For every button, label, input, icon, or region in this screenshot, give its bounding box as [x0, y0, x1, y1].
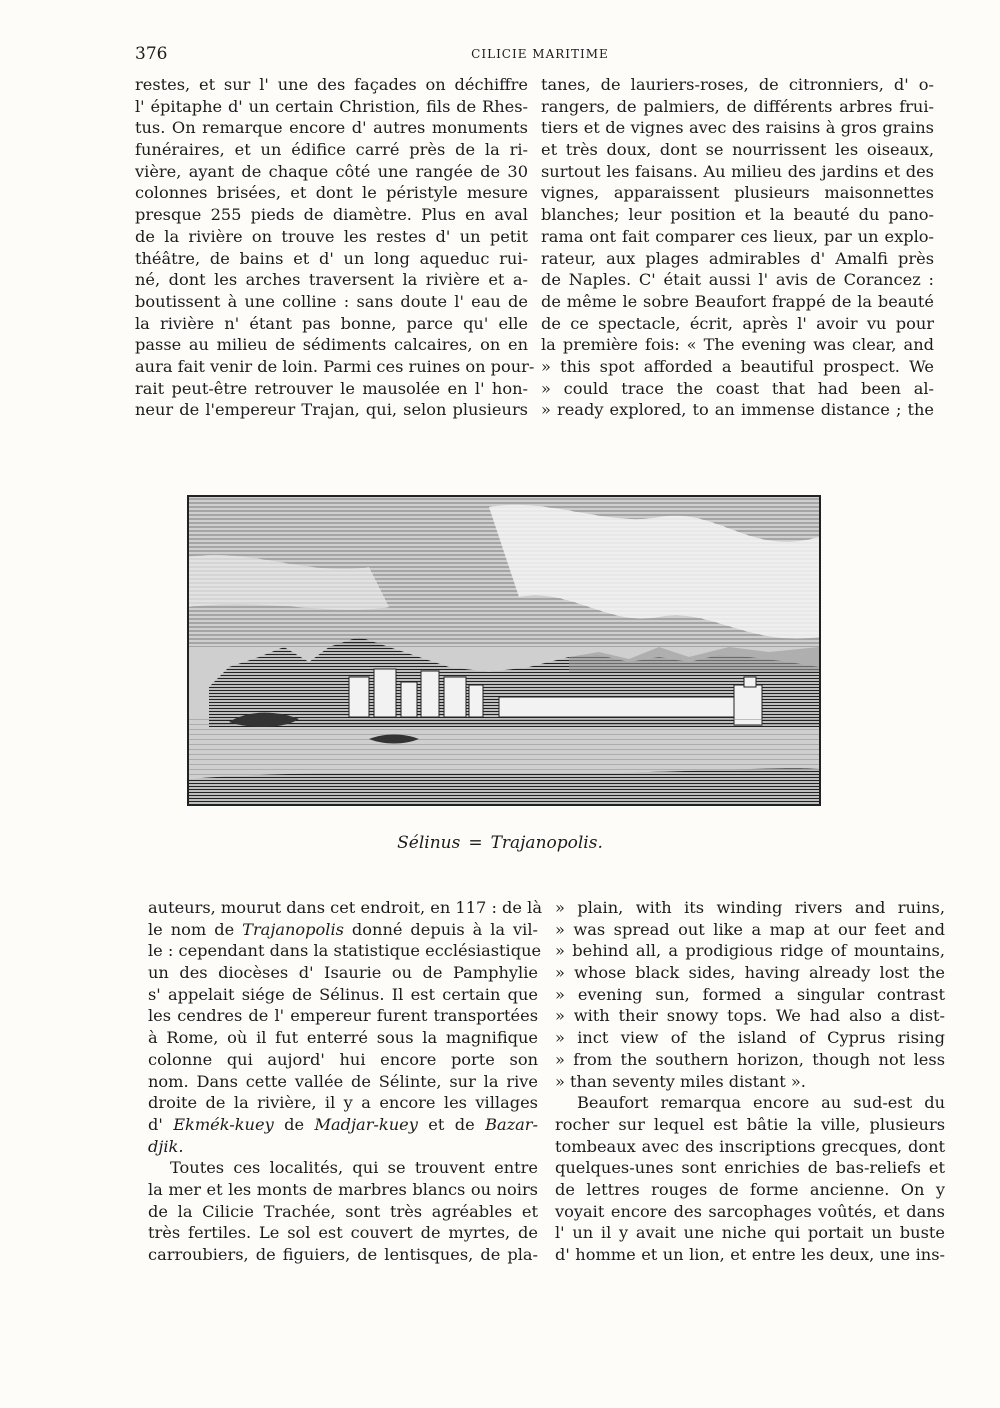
text-line: boutissent à une colline : sans doute l' eau de [135, 291, 528, 311]
text-line: nom. Dans cette vallée de Sélinte, sur la rive [148, 1071, 538, 1091]
place-name: Ekmék-kuey [173, 1114, 274, 1134]
column-top-right [541, 74, 934, 421]
text-line: rangers, de palmiers, de différents arbres frui- [541, 96, 934, 116]
text-line: de lettres rouges de forme ancienne. On y [555, 1179, 945, 1199]
text-line: » ready explored, to an immense distance ; the [541, 400, 934, 420]
text-line: colonnes brisées, et dont le péristyle mesure [135, 183, 528, 203]
text-line: vière, ayant de chaque côté une rangée de 30 [135, 161, 528, 181]
text-span: le nom de [148, 919, 243, 939]
text-line: restes, et sur l' une des façades on déchiffre [135, 75, 528, 94]
text-line: neur de l'empereur Trajan, qui, selon plusieurs [135, 400, 528, 420]
text-line: et très doux, dont se nourrissent les oiseaux, [541, 140, 934, 160]
text-span: donné depuis à la vil- [343, 919, 538, 939]
column-top-left [135, 74, 535, 421]
text-line: très fertiles. Le sol est couvert de myrtes, de [148, 1223, 538, 1243]
page-header [135, 44, 945, 68]
text-line: de la rivière on trouve les restes d' un petit [135, 226, 528, 246]
text-line: tiers et de vignes avec des raisins à gros grains [541, 118, 934, 138]
text-line: de la Cilicie Trachée, sont très agréables et [148, 1201, 538, 1221]
text-line: surtout les faisans. Au milieu des jardins et des [541, 161, 934, 181]
text-line [148, 1136, 538, 1158]
text-line: d' homme et un lion, et entre les deux, une ins- [555, 1245, 945, 1264]
text-line: colonne qui aujord' hui encore porte son [148, 1049, 538, 1069]
text-line: rateur, aux plages admirables d' Amalfi près [541, 248, 934, 268]
text-line: tanes, de lauriers-roses, de citronniers, d' o- [541, 75, 934, 94]
text-line: s' appelait siége de Sélinus. Il est certain que [148, 984, 538, 1004]
text-line: » whose black sides, having already lost the [555, 963, 945, 983]
text-line: Beaufort remarqua encore au sud-est du [577, 1093, 945, 1113]
text-line: les cendres de l' empereur furent transportées [148, 1006, 538, 1026]
text-line: » was spread out like a map at our feet and [555, 919, 945, 939]
text-line: la première fois: « The evening was clear, and [541, 335, 934, 355]
text-line: de ce spectacle, écrit, après l' avoir vu pour [541, 313, 934, 333]
caption-left: Sélinus [397, 833, 461, 853]
text-line: de même le sobre Beaufort frappé de la beauté [541, 291, 934, 311]
caption-equals: = [468, 833, 483, 853]
place-name: Madjar-kuey [314, 1114, 418, 1134]
text-line: l' un il y avait une niche qui portait un buste [555, 1223, 945, 1243]
text-line: théâtre, de bains et d' un long aqueduc rui- [135, 248, 528, 268]
text-line: Toutes ces localités, qui se trouvent entre [170, 1158, 538, 1178]
text-line: rocher sur lequel est bâtie la ville, plusieurs [555, 1114, 945, 1134]
text-line: à Rome, où il fut enterré sous la magnifique [148, 1028, 538, 1048]
text-line: la mer et les monts de marbres blancs ou noirs [148, 1179, 538, 1199]
text-line: funéraires, et un édifice carré près de la ri- [135, 140, 528, 160]
text-line: » behind all, a prodigious ridge of mountains, [555, 941, 945, 961]
text-line: voyait encore des sarcophages voûtés, et dans [555, 1201, 945, 1221]
engraving-illustration [187, 495, 821, 806]
text-line: vignes, apparaissent plusieurs maisonnettes [541, 183, 934, 203]
text-line [148, 1114, 538, 1136]
place-name: Trajanopolis [242, 919, 344, 939]
text-line: de Naples. C' était aussi l' avis de Corancez : [541, 270, 934, 290]
text-line: » plain, with its winding rivers and ruins, [555, 898, 945, 917]
text-line: droite de la rivière, il y a encore les villages [148, 1093, 538, 1113]
text-line: quelques-unes sont enrichies de bas-reliefs et [555, 1158, 945, 1178]
figure-caption [0, 833, 1000, 853]
text-span: d' [148, 1114, 174, 1134]
column-bottom-left [148, 897, 542, 1266]
text-line: un des diocèses d' Isaurie ou de Pamphylie [148, 963, 538, 983]
text-line: » evening sun, formed a singular contrast [555, 984, 945, 1004]
caption-right: Trajanopolis. [490, 833, 603, 853]
text-line: » from the southern horizon, though not less [555, 1049, 945, 1069]
page-number: 376 [135, 44, 168, 64]
text-line: tombeaux avec des inscriptions grecques, dont [555, 1136, 945, 1156]
column-bottom-right [555, 897, 945, 1266]
text-line: » could trace the coast that had been al- [541, 378, 934, 398]
text-span: et de [417, 1114, 486, 1134]
text-line: le : cependant dans la statistique ecclésiastique [148, 941, 542, 961]
text-line: tus. On remarque encore d' autres monuments [135, 118, 528, 138]
text-line: rait peut-être retrouver le mausolée en l' hon- [135, 378, 528, 398]
running-title: CILICIE MARITIME [471, 47, 609, 61]
text-line: auteurs, mourut dans cet endroit, en 117 : de là [148, 898, 542, 917]
text-line: presque 255 pieds de diamètre. Plus en aval [135, 205, 528, 225]
text-line: » with their snowy tops. We had also a dist- [555, 1006, 945, 1026]
text-line: » than seventy miles distant ». [555, 1071, 806, 1091]
text-line: la rivière n' étant pas bonne, parce qu' elle [135, 313, 528, 333]
text-line: l' épitaphe d' un certain Christion, fils de Rhes- [135, 96, 528, 116]
text-line: carroubiers, de figuiers, de lentisques, de pla- [148, 1245, 538, 1264]
place-name: Bazar- [485, 1114, 538, 1134]
text-line: aura fait venir de loin. Parmi ces ruines on pour- [135, 356, 535, 376]
text-line [148, 919, 538, 941]
text-line: » inct view of the island of Cyprus rising [555, 1028, 945, 1048]
text-line: né, dont les arches traversent la rivière et a- [135, 270, 528, 290]
text-span: de [273, 1114, 315, 1134]
text-line: passe au milieu de sédiments calcaires, on en [135, 335, 528, 355]
text-line: rama ont fait comparer ces lieux, par un explo- [541, 226, 934, 246]
text-line: blanches; leur position et la beauté du pano- [541, 205, 934, 225]
landscape-engraving [189, 497, 819, 804]
place-name: djik. [148, 1136, 184, 1156]
text-line: » this spot afforded a beautiful prospect. We [541, 356, 934, 376]
